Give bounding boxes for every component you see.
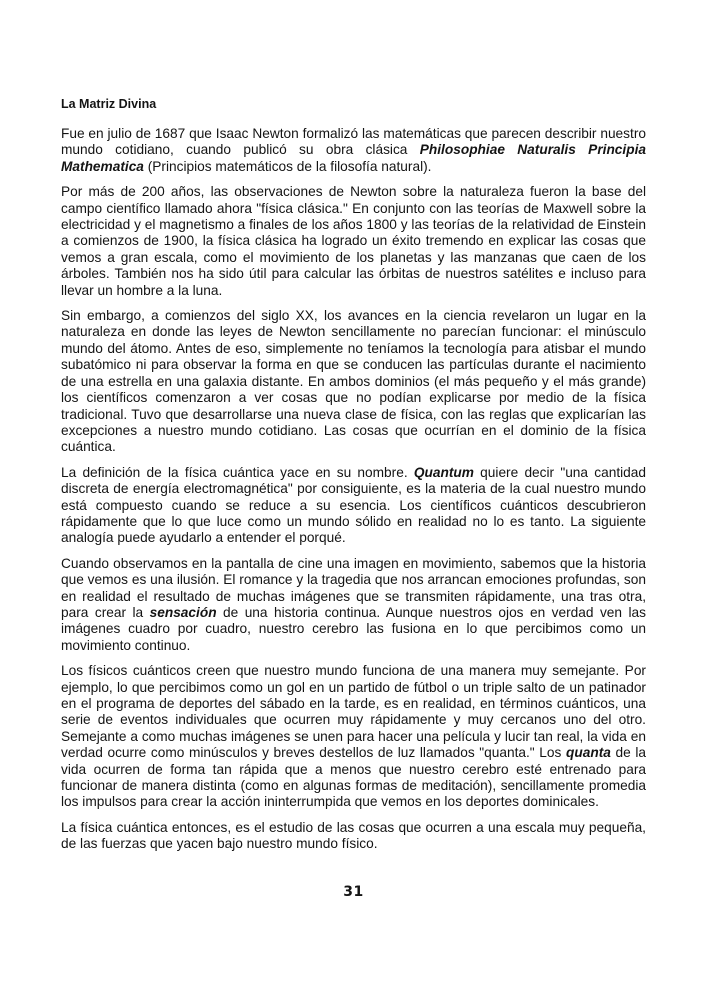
- text-run: Cuando observamos en la pantalla de cine una imagen en movimiento, sabemos que la historia que vemos es una ilusión. El romance y la tragedia que nos arrancan emociones profundas, son en realidad el resultado de muchas imágenes que se transmiten rápidamente, una tras otra, para crear la: [61, 555, 646, 620]
- text-run: Los físicos cuánticos creen que nuestro mundo funciona de una manera muy semejante. Por ejemplo, lo que percibimos como un gol en un partido de fútbol o un triple salto de un patinador en el programa de deportes del sábado en la tarde, es en realidad, en términos cuánticos, una serie de eventos individuales que ocurren muy rápidamente y muy cercanos uno del otro. Semejante a como muchas imágenes se unen para hacer una película y lucir tan real, la vida en verdad ocurre como minúsculos y breves destellos de luz llamados "quanta." Los: [61, 663, 646, 761]
- paragraph: [61, 184, 646, 299]
- text-run: (Principios matemáticos de la filosofía natural).: [143, 158, 432, 174]
- text-run: de una historia continua. Aunque nuestros ojos en verdad ven las imágenes cuadro por cuadro, nuestro cerebro las fusiona en lo que percibimos como un movimiento continuo.: [61, 604, 646, 653]
- page-number: 31: [343, 884, 364, 900]
- emphasized-term: Philosophiae Naturalis Principia Mathematica: [61, 142, 646, 174]
- paragraph: [61, 126, 646, 175]
- text-run: de la vida ocurren de forma tan rápida que a menos que nuestro cerebro esté entrenado para funcionar de manera distinta (como en algunas formas de meditación), sencillamente promedia los impulsos para crear la acción ininterrumpida que vemos en los deportes dominicales.: [61, 745, 647, 810]
- text-run: La física cuántica entonces, es el estudio de las cosas que ocurren a una escala muy pequeña, de las fuerzas que yacen bajo nuestro mundo físico.: [61, 819, 646, 852]
- emphasized-term: Quantum: [413, 464, 474, 480]
- section-heading: La Matriz Divina: [61, 97, 157, 111]
- paragraph: [61, 663, 646, 811]
- emphasized-term: sensación: [149, 604, 217, 620]
- paragraph: [61, 556, 646, 654]
- body-text: [61, 126, 646, 853]
- emphasized-term: quanta: [566, 745, 611, 761]
- text-run: Sin embargo, a comienzos del siglo XX, los avances en la ciencia revelaron un lugar en la naturaleza en donde las leyes de Newton sencillamente no parecían funcionar: el minúsculo mundo del átomo. Antes de eso, simplemente no teníamos la tecnología para atisbar el mundo subatómico ni para observar la forma en que se conducen las partículas durante el nacimiento de una estrella en una galaxia distante. En ambos dominios (el más pequeño y el más grande) los científicos comenzaron a ver cosas que no podían explicarse por medio de la física tradicional. Tuvo que desarrollarse una nueva clase de física, con las reglas que explicarían las excepciones a nuestro mundo cotidiano. Las cosas que ocurrían en el dominio de la física cuántica.: [61, 308, 646, 455]
- text-run: quiere decir "una cantidad discreta de energía electromagnética" por consiguiente, es la materia de la cual nuestro mundo está compuesto cuando se reduce a su esencia. Los científicos cuánticos descubrieron rápidamente que lo que luce como un mundo sólido en realidad no lo es tanto. La siguiente analogía puede ayudarlo a entender el porqué.: [61, 464, 646, 546]
- paragraph: [61, 465, 646, 547]
- paragraph: [61, 820, 646, 853]
- text-run: Por más de 200 años, las observaciones de Newton sobre la naturaleza fueron la base del campo científico llamado ahora "física clásica." En conjunto con las teorías de Maxwell sobre la electricidad y el magnetismo a finales de los años 1800 y las teorías de la relatividad de Einstein a comienzos de 1900, la física clásica ha logrado un éxito tremendo en explicar las cosas que vemos a gran escala, como el movimiento de los planetas y las manzanas que caen de los árboles. También nos ha sido útil para calcular las órbitas de nuestros satélites e incluso para llevar un hombre a la luna.: [61, 184, 646, 298]
- text-run: La definición de la física cuántica yace en su nombre.: [61, 464, 414, 480]
- text-run: Fue en julio de 1687 que Isaac Newton formalizó las matemáticas que parecen describir nuestro mundo cotidiano, cuando publicó su obra clásica: [61, 126, 646, 158]
- paragraph: [61, 308, 646, 456]
